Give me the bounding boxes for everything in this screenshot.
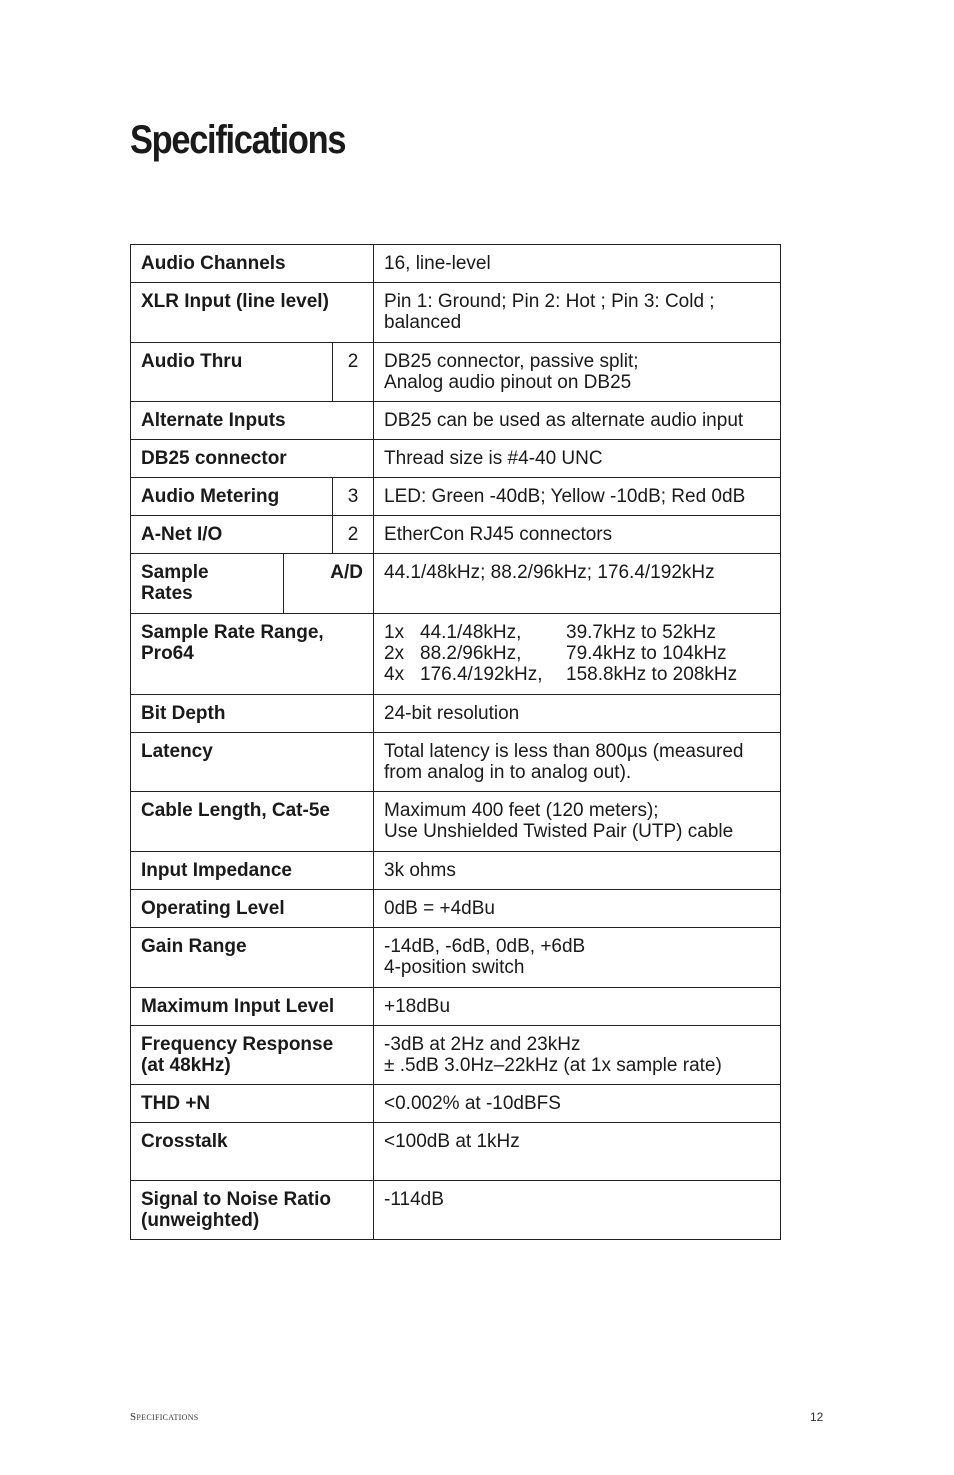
table-row bbox=[131, 478, 781, 516]
spec-value: 0dB = +4dBu bbox=[374, 890, 781, 928]
spec-value: Maximum 400 feet (120 meters); Use Unshielded Twisted Pair (UTP) cable bbox=[374, 792, 781, 852]
table-row bbox=[131, 1085, 781, 1123]
spec-label: THD +N bbox=[131, 1085, 374, 1123]
spec-label: Operating Level bbox=[131, 890, 374, 928]
spec-value: 24-bit resolution bbox=[374, 695, 781, 733]
spec-label: Sample Rates bbox=[131, 554, 284, 614]
spec-count: 2 bbox=[333, 516, 374, 554]
page-number: 12 bbox=[810, 1410, 824, 1424]
spec-label: XLR Input (line level) bbox=[131, 283, 374, 343]
range-multiplier: 1x bbox=[384, 622, 405, 643]
spec-value: Pin 1: Ground; Pin 2: Hot ; Pin 3: Cold ; balanced bbox=[374, 283, 781, 343]
spec-value: -14dB, -6dB, 0dB, +6dB 4-position switch bbox=[374, 928, 781, 988]
spec-value: <0.002% at -10dBFS bbox=[374, 1085, 781, 1123]
table-row bbox=[131, 343, 781, 402]
spec-value: 16, line-level bbox=[374, 245, 781, 283]
specifications-table bbox=[130, 244, 781, 1240]
range-span: 79.4kHz to 104kHz bbox=[566, 643, 727, 664]
spec-value: -3dB at 2Hz and 23kHz ± .5dB 3.0Hz–22kHz (at 1x sample rate) bbox=[374, 1026, 781, 1085]
spec-label: Cable Length, Cat-5e bbox=[131, 792, 374, 852]
range-span: 158.8kHz to 208kHz bbox=[566, 664, 738, 685]
spec-label: Bit Depth bbox=[131, 695, 374, 733]
table-row bbox=[131, 1181, 781, 1240]
footer-section-title: Specifications bbox=[130, 1411, 199, 1423]
spec-label: Audio Channels bbox=[131, 245, 374, 283]
spec-count: 3 bbox=[333, 478, 374, 516]
table-row bbox=[131, 1123, 781, 1181]
table-row bbox=[131, 852, 781, 890]
table-row bbox=[131, 440, 781, 478]
range-multiplier: 4x bbox=[384, 664, 405, 685]
spec-label: Latency bbox=[131, 733, 374, 792]
spec-value: -114dB bbox=[374, 1181, 781, 1240]
table-row bbox=[131, 554, 781, 614]
table-row bbox=[131, 283, 781, 343]
spec-label: Audio Metering bbox=[131, 478, 333, 516]
spec-value: DB25 connector, passive split; Analog audio pinout on DB25 bbox=[374, 343, 781, 402]
spec-label: Maximum Input Level bbox=[131, 988, 374, 1026]
table-row bbox=[131, 792, 781, 852]
page-title: Specifications bbox=[130, 118, 346, 162]
table-row bbox=[131, 402, 781, 440]
range-multiplier: 2x bbox=[384, 643, 405, 664]
range-rate: 176.4/192kHz, bbox=[420, 664, 543, 685]
spec-label: Crosstalk bbox=[131, 1123, 374, 1181]
table-row bbox=[131, 695, 781, 733]
spec-label: Input Impedance bbox=[131, 852, 374, 890]
spec-value: LED: Green -40dB; Yellow -10dB; Red 0dB bbox=[374, 478, 781, 516]
spec-label: A-Net I/O bbox=[131, 516, 333, 554]
spec-label: Sample Rate Range, Pro64 bbox=[131, 614, 374, 695]
spec-label: Alternate Inputs bbox=[131, 402, 374, 440]
sample-rate-range-grid bbox=[384, 622, 770, 685]
spec-value: EtherCon RJ45 connectors bbox=[374, 516, 781, 554]
spec-label: Gain Range bbox=[131, 928, 374, 988]
spec-value: 3k ohms bbox=[374, 852, 781, 890]
spec-value bbox=[374, 614, 781, 695]
spec-count: 2 bbox=[333, 343, 374, 402]
range-rate: 88.2/96kHz, bbox=[420, 643, 522, 664]
table-row bbox=[131, 516, 781, 554]
table-row bbox=[131, 733, 781, 792]
spec-label: Frequency Response (at 48kHz) bbox=[131, 1026, 374, 1085]
table-row bbox=[131, 988, 781, 1026]
spec-sublabel: A/D bbox=[284, 554, 374, 614]
table-row bbox=[131, 245, 781, 283]
spec-label: DB25 connector bbox=[131, 440, 374, 478]
table-row bbox=[131, 928, 781, 988]
spec-value: <100dB at 1kHz bbox=[374, 1123, 781, 1181]
range-rate: 44.1/48kHz, bbox=[420, 622, 522, 643]
spec-value: DB25 can be used as alternate audio input bbox=[374, 402, 781, 440]
spec-value: 44.1/48kHz; 88.2/96kHz; 176.4/192kHz bbox=[374, 554, 781, 614]
table-row bbox=[131, 890, 781, 928]
spec-value: Total latency is less than 800µs (measured from analog in to analog out). bbox=[374, 733, 781, 792]
spec-label: Audio Thru bbox=[131, 343, 333, 402]
table-row bbox=[131, 1026, 781, 1085]
spec-label: Signal to Noise Ratio (unweighted) bbox=[131, 1181, 374, 1240]
range-span: 39.7kHz to 52kHz bbox=[566, 622, 716, 643]
table-row bbox=[131, 614, 781, 695]
spec-value: +18dBu bbox=[374, 988, 781, 1026]
spec-value: Thread size is #4-40 UNC bbox=[374, 440, 781, 478]
